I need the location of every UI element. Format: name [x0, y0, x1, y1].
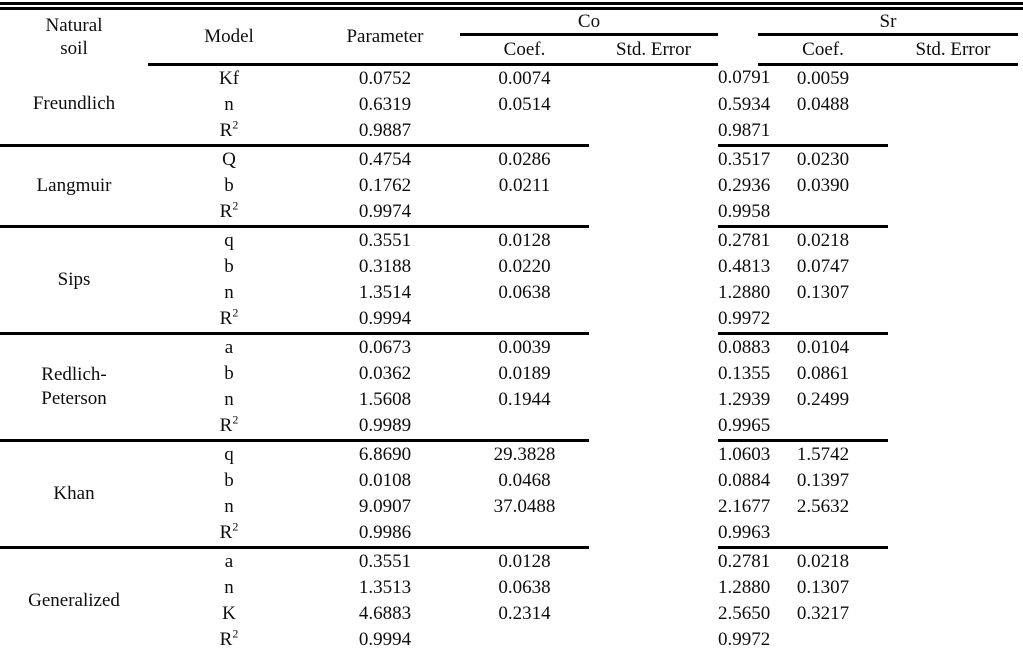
co-coef-cell: 0.9986 — [310, 520, 460, 548]
table-row — [0, 494, 1018, 520]
parameter-cell: n — [224, 496, 234, 517]
sr-std-error-cell: 0.0230 — [796, 149, 850, 170]
sr-coef-cell: 0.9972 — [718, 306, 758, 334]
sr-group-header: Sr — [758, 10, 1018, 35]
parameter-cell: n — [224, 577, 234, 598]
sr-std-error-cell: 0.1307 — [796, 577, 850, 598]
co-coef-cell: 4.6883 — [358, 603, 412, 624]
sr-std-error-cell — [758, 199, 888, 227]
table-row — [0, 627, 1018, 651]
co-std-error-cell — [460, 627, 589, 651]
model-name-cell: Redlich- Peterson — [0, 334, 148, 441]
co-std-error-cell — [460, 118, 589, 146]
sr-coef-cell: 1.2939 — [718, 389, 771, 410]
sr-std-error-cell: 0.0390 — [796, 175, 850, 196]
column-gap — [589, 280, 718, 306]
model-column-header: Model — [148, 10, 310, 65]
sr-std-error-cell — [758, 413, 888, 441]
table-row — [0, 173, 1018, 199]
co-std-error-cell: 0.0128 — [498, 551, 551, 572]
sr-std-error-cell: 0.0488 — [796, 94, 850, 115]
sr-coef-cell: 1.2880 — [718, 282, 771, 303]
co-coef-cell: 1.3514 — [358, 282, 412, 303]
column-gap — [589, 575, 718, 601]
parameters-table — [0, 10, 1018, 651]
header-row-groups — [0, 10, 1018, 35]
co-coef-cell: 0.0673 — [358, 337, 412, 358]
table-row — [0, 361, 1018, 387]
co-coef-cell: 0.9974 — [310, 199, 460, 227]
co-coef-cell: 0.3551 — [358, 551, 412, 572]
model-name-cell: Sips — [0, 227, 148, 334]
co-coef-cell: 0.3188 — [358, 256, 412, 277]
parameter-column-header: Parameter — [310, 10, 460, 65]
parameter-cell: $R^2$ — [148, 306, 310, 334]
co-group-header: Co — [460, 10, 718, 35]
sr-std-error-cell: 2.5632 — [796, 496, 850, 517]
sr-coef-cell: 2.5650 — [718, 603, 771, 624]
table-row — [0, 468, 1018, 494]
column-gap — [589, 361, 718, 387]
co-std-error-cell — [460, 306, 589, 334]
column-gap — [589, 601, 718, 627]
co-coef-cell: 0.0108 — [358, 470, 412, 491]
co-coef-cell: 0.9887 — [310, 118, 460, 146]
table-row — [0, 575, 1018, 601]
co-std-error-cell: 0.2314 — [498, 603, 551, 624]
co-std-error-cell: 0.0286 — [498, 149, 551, 170]
co-coef-cell: 0.4754 — [358, 149, 412, 170]
co-std-error-cell: 0.0468 — [498, 470, 551, 491]
sr-coef-cell: 0.4813 — [718, 256, 771, 277]
sr-std-error-cell: 0.0861 — [796, 363, 850, 384]
column-gap — [589, 254, 718, 280]
table-sheet — [0, 2, 1023, 651]
parameter-cell: b — [224, 175, 234, 196]
column-gap — [589, 92, 718, 118]
row-group-label: Natural soil — [45, 15, 103, 60]
column-gap — [589, 146, 718, 174]
sr-std-error-cell: 0.2499 — [796, 389, 850, 410]
column-gap — [718, 10, 758, 65]
column-gap — [589, 627, 718, 651]
column-gap — [589, 387, 718, 413]
sr-std-error-cell: 0.0059 — [796, 68, 850, 89]
co-std-error-cell: 0.0074 — [498, 68, 551, 89]
parameter-cell: b — [224, 470, 234, 491]
parameter-cell: a — [224, 337, 234, 358]
co-coef-cell: 0.0362 — [358, 363, 412, 384]
table-row — [0, 306, 1018, 334]
co-std-error-cell: 0.0189 — [498, 363, 551, 384]
sr-coef-header: Coef. — [758, 35, 888, 65]
parameter-cell: n — [224, 94, 234, 115]
table-row — [0, 441, 1018, 469]
table-row — [0, 92, 1018, 118]
co-std-error-cell: 0.0638 — [498, 577, 551, 598]
parameter-cell: q — [224, 444, 234, 465]
parameter-cell: $R^2$ — [148, 413, 310, 441]
sr-coef-cell: 0.0884 — [718, 470, 771, 491]
co-std-error-cell — [460, 413, 589, 441]
column-gap — [589, 468, 718, 494]
co-coef-cell: 6.8690 — [358, 444, 412, 465]
parameter-cell: b — [224, 363, 234, 384]
sr-coef-cell: 0.2781 — [718, 551, 771, 572]
co-coef-cell: 0.6319 — [358, 94, 412, 115]
table-row — [0, 146, 1018, 174]
parameter-cell: $R^2$ — [148, 118, 310, 146]
parameter-cell: $R^2$ — [219, 626, 239, 650]
parameter-cell: a — [224, 551, 234, 572]
parameter-cell: q — [224, 230, 234, 251]
column-gap — [589, 199, 718, 227]
column-gap — [589, 413, 718, 441]
column-gap — [589, 227, 718, 255]
sr-coef-cell: 0.1355 — [718, 363, 771, 384]
sr-coef-cell: 1.2880 — [718, 577, 771, 598]
sr-coef-cell: 0.9972 — [718, 629, 771, 650]
sr-coef-cell: 0.0883 — [718, 337, 771, 358]
parameter-cell: Q — [222, 149, 236, 170]
column-gap — [589, 173, 718, 199]
co-std-error-cell — [460, 520, 589, 548]
co-coef-cell: 1.3513 — [358, 577, 412, 598]
table-row — [0, 65, 1018, 93]
column-gap — [589, 334, 718, 362]
co-std-error-cell: 0.0220 — [498, 256, 551, 277]
co-coef-cell: 0.0752 — [358, 68, 412, 89]
table-row — [0, 254, 1018, 280]
column-gap — [589, 65, 718, 93]
co-coef-cell: 9.0907 — [358, 496, 412, 517]
co-std-error-cell: 0.0211 — [498, 175, 551, 196]
table-row — [0, 118, 1018, 146]
sr-coef-cell: 0.5934 — [718, 94, 771, 115]
co-coef-cell: 0.9994 — [310, 306, 460, 334]
sr-std-error-cell: 1.5742 — [796, 444, 850, 465]
co-coef-cell: 0.1762 — [358, 175, 412, 196]
table-row — [0, 199, 1018, 227]
co-std-error-cell: 0.0638 — [498, 282, 551, 303]
table-row — [0, 280, 1018, 306]
parameter-cell: Kf — [218, 68, 240, 89]
table-row — [0, 227, 1018, 255]
co-std-error-cell: 29.3828 — [493, 444, 556, 465]
sr-std-error-cell: 0.3217 — [796, 603, 850, 624]
sr-std-error-cell: 0.0747 — [796, 256, 850, 277]
parameter-cell: $R^2$ — [148, 520, 310, 548]
parameter-cell: b — [224, 256, 234, 277]
sr-std-error-cell: 0.1307 — [796, 282, 850, 303]
sr-coef-cell: 0.9958 — [718, 199, 758, 227]
sr-std-error-cell — [758, 520, 888, 548]
sr-coef-cell: 0.3517 — [718, 149, 771, 170]
sr-coef-cell: 0.2781 — [718, 230, 771, 251]
sr-std-error-cell: 0.0104 — [796, 337, 850, 358]
table-row — [0, 413, 1018, 441]
column-gap — [589, 520, 718, 548]
parameter-cell: n — [224, 282, 234, 303]
sr-coef-cell: 0.9963 — [718, 520, 758, 548]
model-name-cell: Khan — [0, 441, 148, 548]
sr-coef-cell: 0.0791 — [718, 67, 771, 89]
sr-coef-cell: 2.1677 — [718, 496, 771, 517]
co-std-error-cell: 37.0488 — [493, 496, 556, 517]
parameter-cell: $R^2$ — [148, 199, 310, 227]
table-row — [0, 548, 1018, 576]
sr-coef-cell: 1.0603 — [718, 444, 771, 465]
sr-std-error-cell: 0.0218 — [796, 551, 850, 572]
sr-std-error-cell — [758, 118, 888, 146]
column-gap — [589, 548, 718, 576]
model-name-cell: Langmuir — [0, 146, 148, 227]
co-std-error-cell — [460, 199, 589, 227]
co-coef-cell: 0.9994 — [358, 629, 412, 650]
co-std-error-header: Std. Error — [589, 35, 718, 65]
table-row — [0, 387, 1018, 413]
sr-std-error-cell — [758, 306, 888, 334]
co-coef-header: Coef. — [460, 35, 589, 65]
co-std-error-cell: 0.0039 — [498, 337, 551, 358]
column-gap — [589, 118, 718, 146]
column-gap — [589, 494, 718, 520]
sr-coef-cell: 0.9871 — [718, 118, 758, 146]
co-std-error-cell: 0.1944 — [498, 389, 551, 410]
co-coef-cell: 1.5608 — [358, 389, 412, 410]
sr-std-error-cell — [758, 627, 888, 651]
co-std-error-cell: 0.0128 — [498, 230, 551, 251]
parameter-cell: K — [222, 603, 236, 624]
parameter-cell: n — [224, 389, 234, 410]
co-coef-cell: 0.9989 — [310, 413, 460, 441]
model-name-cell: Generalized — [28, 590, 120, 611]
co-coef-cell: 0.3551 — [358, 230, 412, 251]
sr-coef-cell: 0.9965 — [718, 413, 758, 441]
sr-coef-cell: 0.2936 — [718, 175, 771, 196]
column-gap — [589, 306, 718, 334]
sr-std-error-header: Std. Error — [888, 35, 1018, 65]
table-row — [0, 334, 1018, 362]
table-row — [0, 601, 1018, 627]
model-name-cell: Freundlich — [0, 65, 148, 146]
table-row — [0, 520, 1018, 548]
co-std-error-cell: 0.0514 — [498, 94, 551, 115]
sr-std-error-cell: 0.0218 — [796, 230, 850, 251]
sr-std-error-cell: 0.1397 — [796, 470, 850, 491]
column-gap — [589, 441, 718, 469]
